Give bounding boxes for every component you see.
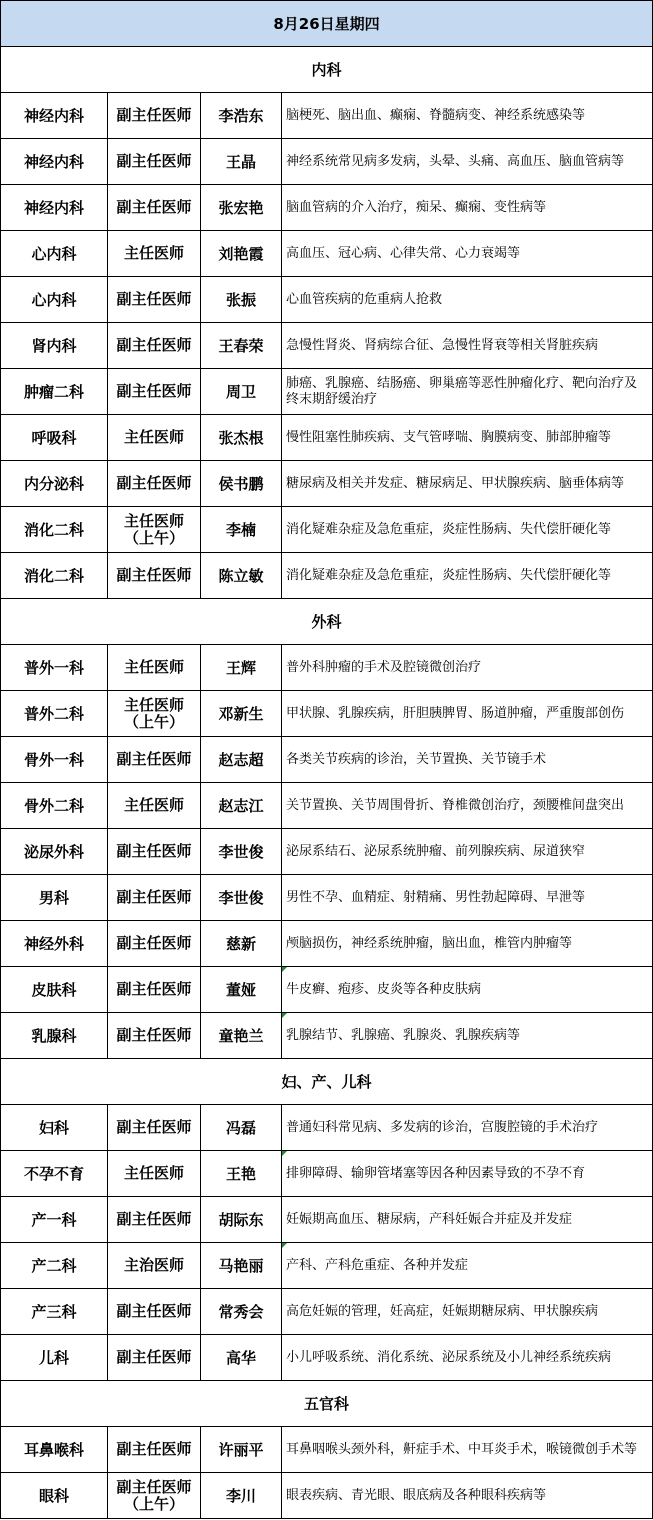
table-row	[1, 921, 653, 967]
specialty-text: 慢性阻塞性肺疾病、支气管哮喘、胸膜病变、肺部肿瘤等	[286, 429, 612, 445]
doctor-title-cell	[108, 691, 201, 737]
specialty-cell	[282, 691, 653, 737]
specialty-text: 关节置换、关节周围骨折、脊椎微创治疗，颈腰椎间盘突出	[286, 797, 625, 813]
doctor-title: 主任医师	[123, 1164, 184, 1182]
specialty-cell	[282, 737, 653, 783]
doctor-title-cell	[108, 1335, 201, 1381]
doctor-title: 副主任医师	[116, 980, 192, 998]
table-row	[1, 369, 653, 415]
table-row	[1, 875, 653, 921]
table-row	[1, 1243, 653, 1289]
doctor-title: 副主任医师	[116, 1210, 192, 1228]
department-cell: 眼科	[1, 1473, 108, 1519]
doctor-title-cell	[108, 1013, 201, 1059]
specialty-cell	[282, 139, 653, 185]
specialty-cell	[282, 875, 653, 921]
doctor-name-cell: 慈新	[201, 921, 282, 967]
doctor-title-cell	[108, 829, 201, 875]
department-cell: 乳腺科	[1, 1013, 108, 1059]
doctor-name-cell: 周卫	[201, 369, 282, 415]
specialty-text: 产科、产科危重症、各种并发症	[286, 1257, 469, 1273]
doctor-title: 副主任医师	[116, 566, 192, 584]
doctor-name-cell: 张杰根	[201, 415, 282, 461]
doctor-title: 副主任医师	[116, 1440, 192, 1458]
department-cell: 产三科	[1, 1289, 108, 1335]
doctor-title: 副主任医师	[116, 336, 192, 354]
specialty-cell	[282, 323, 653, 369]
doctor-name-cell: 陈立敏	[201, 553, 282, 599]
specialty-text: 排卵障碍、输卵管堵塞等因各种因素导致的不孕不育	[286, 1165, 586, 1181]
table-row	[1, 553, 653, 599]
specialty-cell	[282, 967, 653, 1013]
specialty-cell	[282, 553, 653, 599]
department-cell: 普外一科	[1, 645, 108, 691]
doctor-name-cell: 邓新生	[201, 691, 282, 737]
specialty-text: 糖尿病及相关并发症、糖尿病足、甲状腺疾病、脑垂体病等	[286, 475, 625, 491]
doctor-name-cell: 赵志超	[201, 737, 282, 783]
doctor-name-cell: 李川	[201, 1473, 282, 1519]
specialty-text: 男性不孕、血精症、射精痛、男性勃起障碍、早泄等	[286, 889, 586, 905]
department-cell: 神经内科	[1, 185, 108, 231]
specialty-cell	[282, 1197, 653, 1243]
doctor-name-cell: 张振	[201, 277, 282, 323]
doctor-title: 主治医师	[123, 1256, 184, 1274]
doctor-title-cell	[108, 231, 201, 277]
table-row	[1, 323, 653, 369]
specialty-cell	[282, 277, 653, 323]
table-row	[1, 231, 653, 277]
doctor-title: 主任医师	[123, 244, 184, 262]
doctor-title: 主任医师	[123, 695, 184, 714]
specialty-text: 高血压、冠心病、心律失常、心力衰竭等	[286, 245, 521, 261]
session-note: （上午）	[123, 528, 184, 547]
cell-comment-marker-icon	[282, 1151, 287, 1156]
doctor-title: 主任医师	[123, 658, 184, 676]
specialty-cell	[282, 783, 653, 829]
schedule-body	[1, 1, 653, 1519]
department-cell: 心内科	[1, 277, 108, 323]
doctor-title-cell	[108, 553, 201, 599]
section-title: 外科	[1, 599, 653, 645]
doctor-title: 副主任医师	[116, 750, 192, 768]
doctor-name-cell: 张宏艳	[201, 185, 282, 231]
specialty-text: 眼表疾病、青光眼、眼底病及各种眼科疾病等	[286, 1487, 547, 1503]
table-row	[1, 1013, 653, 1059]
specialty-cell	[282, 1473, 653, 1519]
doctor-name-cell: 王晶	[201, 139, 282, 185]
doctor-title: 副主任医师	[116, 290, 192, 308]
specialty-cell	[282, 1013, 653, 1059]
doctor-title: 副主任医师	[116, 1118, 192, 1136]
specialty-text: 小儿呼吸系统、消化系统、泌尿系统及小儿神经系统疾病	[286, 1349, 612, 1365]
specialty-cell	[282, 1289, 653, 1335]
doctor-title: 副主任医师	[116, 842, 192, 860]
doctor-title-cell	[108, 185, 201, 231]
doctor-title: 副主任医师	[116, 382, 192, 400]
doctor-name-cell: 冯磊	[201, 1105, 282, 1151]
specialty-text: 泌尿系结石、泌尿系统肿瘤、前列腺疾病、尿道狭窄	[286, 843, 586, 859]
table-row	[1, 185, 653, 231]
doctor-title: 副主任医师	[116, 934, 192, 952]
department-cell: 内分泌科	[1, 461, 108, 507]
specialty-cell	[282, 829, 653, 875]
doctor-name-cell: 李浩东	[201, 93, 282, 139]
section-title: 妇、产、儿科	[1, 1059, 653, 1105]
section-header-row	[1, 1059, 653, 1105]
specialty-text: 脑梗死、脑出血、癫痫、脊髓病变、神经系统感染等	[286, 107, 586, 123]
session-note: （上午）	[123, 712, 184, 731]
department-cell: 神经内科	[1, 93, 108, 139]
section-header-row	[1, 1381, 653, 1427]
specialty-text: 颅脑损伤，神经系统肿瘤，脑出血，椎管内肿瘤等	[286, 935, 573, 951]
specialty-cell	[282, 369, 653, 415]
doctor-title: 副主任医师	[116, 1477, 192, 1496]
doctor-title-cell	[108, 1197, 201, 1243]
department-cell: 肾内科	[1, 323, 108, 369]
doctor-title-cell	[108, 369, 201, 415]
specialty-text: 消化疑难杂症及急危重症，炎症性肠病、失代偿肝硬化等	[286, 567, 612, 583]
department-cell: 骨外二科	[1, 783, 108, 829]
specialty-cell	[282, 1335, 653, 1381]
doctor-title: 主任医师	[123, 428, 184, 446]
specialty-cell	[282, 93, 653, 139]
doctor-title-cell	[108, 967, 201, 1013]
table-row	[1, 461, 653, 507]
section-header-row	[1, 599, 653, 645]
table-row	[1, 507, 653, 553]
table-row	[1, 829, 653, 875]
specialty-text: 普通妇科常见病、多发病的诊治，宫腹腔镜的手术治疗	[286, 1119, 599, 1135]
doctor-title: 副主任医师	[116, 1026, 192, 1044]
doctor-title: 主任医师	[123, 511, 184, 530]
specialty-cell	[282, 415, 653, 461]
department-cell: 普外二科	[1, 691, 108, 737]
specialty-text: 耳鼻咽喉头颈外科，鼾症手术、中耳炎手术，喉镜微创手术等	[286, 1441, 638, 1457]
doctor-name-cell: 高华	[201, 1335, 282, 1381]
specialty-cell	[282, 645, 653, 691]
specialty-cell	[282, 1105, 653, 1151]
doctor-title: 副主任医师	[116, 152, 192, 170]
doctor-name-cell: 王春荣	[201, 323, 282, 369]
session-note: （上午）	[123, 1494, 184, 1513]
specialty-cell	[282, 921, 653, 967]
department-cell: 儿科	[1, 1335, 108, 1381]
doctor-title-cell	[108, 1473, 201, 1519]
section-title: 五官科	[1, 1381, 653, 1427]
table-row	[1, 1151, 653, 1197]
specialty-text: 甲状腺、乳腺疾病，肝胆胰脾胃、肠道肿瘤，严重腹部创伤	[286, 705, 625, 721]
doctor-title-cell	[108, 139, 201, 185]
doctor-name-cell: 童艳兰	[201, 1013, 282, 1059]
specialty-cell	[282, 185, 653, 231]
department-cell: 神经内科	[1, 139, 108, 185]
department-cell: 耳鼻喉科	[1, 1427, 108, 1473]
doctor-title: 副主任医师	[116, 1348, 192, 1366]
cell-comment-marker-icon	[282, 967, 287, 972]
table-row	[1, 783, 653, 829]
specialty-text: 神经系统常见病多发病，头晕、头痛、高血压、脑血管病等	[286, 153, 625, 169]
doctor-title-cell	[108, 645, 201, 691]
specialty-cell	[282, 1427, 653, 1473]
doctor-name-cell: 胡际东	[201, 1197, 282, 1243]
doctor-name-cell: 侯书鹏	[201, 461, 282, 507]
department-cell: 泌尿外科	[1, 829, 108, 875]
specialty-text: 肺癌、乳腺癌、结肠癌、卵巢癌等恶性肿瘤化疗、靶向治疗及终末期舒缓治疗	[286, 375, 638, 407]
doctor-title: 副主任医师	[116, 1302, 192, 1320]
table-row	[1, 1197, 653, 1243]
table-row	[1, 1427, 653, 1473]
department-cell: 消化二科	[1, 507, 108, 553]
department-cell: 神经外科	[1, 921, 108, 967]
doctor-title: 主任医师	[123, 796, 184, 814]
specialty-text: 牛皮癣、疱疹、皮炎等各种皮肤病	[286, 981, 482, 997]
specialty-text: 各类关节疾病的诊治，关节置换、关节镜手术	[286, 751, 547, 767]
specialty-text: 乳腺结节、乳腺癌、乳腺炎、乳腺疾病等	[286, 1027, 521, 1043]
department-cell: 妇科	[1, 1105, 108, 1151]
table-row	[1, 1289, 653, 1335]
doctor-title-cell	[108, 1243, 201, 1289]
doctor-name-cell: 董娅	[201, 967, 282, 1013]
doctor-name-cell: 李世俊	[201, 829, 282, 875]
department-cell: 不孕不育	[1, 1151, 108, 1197]
doctor-title-cell	[108, 1105, 201, 1151]
specialty-text: 急慢性肾炎、肾病综合征、急慢性肾衰等相关肾脏疾病	[286, 337, 599, 353]
doctor-name-cell: 赵志江	[201, 783, 282, 829]
table-row	[1, 967, 653, 1013]
specialty-cell	[282, 461, 653, 507]
specialty-text: 妊娠期高血压、糖尿病，产科妊娠合并症及并发症	[286, 1211, 573, 1227]
doctor-title: 副主任医师	[116, 106, 192, 124]
doctor-title: 副主任医师	[116, 198, 192, 216]
doctor-name-cell: 常秀会	[201, 1289, 282, 1335]
specialty-text: 心血管疾病的危重病人抢救	[286, 291, 443, 307]
table-row	[1, 415, 653, 461]
department-cell: 产二科	[1, 1243, 108, 1289]
specialty-text: 普外科肿瘤的手术及腔镜微创治疗	[286, 659, 482, 675]
cell-comment-marker-icon	[282, 1013, 287, 1018]
department-cell: 男科	[1, 875, 108, 921]
date-header-row	[1, 1, 653, 47]
doctor-title-cell	[108, 415, 201, 461]
doctor-name-cell: 李楠	[201, 507, 282, 553]
table-row	[1, 1105, 653, 1151]
doctor-name-cell: 许丽平	[201, 1427, 282, 1473]
doctor-title-cell	[108, 1289, 201, 1335]
specialty-cell	[282, 1151, 653, 1197]
doctor-title-cell	[108, 277, 201, 323]
department-cell: 呼吸科	[1, 415, 108, 461]
department-cell: 产一科	[1, 1197, 108, 1243]
specialty-text: 高危妊娠的管理，妊高症，妊娠期糖尿病、甲状腺疾病	[286, 1303, 599, 1319]
department-cell: 骨外一科	[1, 737, 108, 783]
doctor-title-cell	[108, 921, 201, 967]
table-row	[1, 93, 653, 139]
cell-comment-marker-icon	[282, 1243, 287, 1248]
section-header-row	[1, 47, 653, 93]
doctor-title-cell	[108, 93, 201, 139]
section-title: 内科	[1, 47, 653, 93]
department-cell: 肿瘤二科	[1, 369, 108, 415]
doctor-title-cell	[108, 461, 201, 507]
specialty-text: 消化疑难杂症及急危重症，炎症性肠病、失代偿肝硬化等	[286, 521, 612, 537]
doctor-name-cell: 李世俊	[201, 875, 282, 921]
table-row	[1, 139, 653, 185]
department-cell: 皮肤科	[1, 967, 108, 1013]
table-row	[1, 645, 653, 691]
doctor-name-cell: 王辉	[201, 645, 282, 691]
table-row	[1, 737, 653, 783]
doctor-name-cell: 刘艳霞	[201, 231, 282, 277]
table-row	[1, 1473, 653, 1519]
doctor-title-cell	[108, 507, 201, 553]
specialty-cell	[282, 507, 653, 553]
table-row	[1, 1335, 653, 1381]
doctor-title-cell	[108, 783, 201, 829]
doctor-title-cell	[108, 875, 201, 921]
department-cell: 心内科	[1, 231, 108, 277]
doctor-name-cell: 王艳	[201, 1151, 282, 1197]
specialty-text: 脑血管病的介入治疗，痴呆、癫痫、变性病等	[286, 199, 547, 215]
date-header: 8月26日星期四	[1, 1, 653, 47]
doctor-name-cell: 马艳丽	[201, 1243, 282, 1289]
doctor-title-cell	[108, 737, 201, 783]
specialty-cell	[282, 231, 653, 277]
table-row	[1, 277, 653, 323]
table-row	[1, 691, 653, 737]
specialty-cell	[282, 1243, 653, 1289]
department-cell: 消化二科	[1, 553, 108, 599]
doctor-title-cell	[108, 1151, 201, 1197]
doctor-title-cell	[108, 323, 201, 369]
doctor-title: 副主任医师	[116, 474, 192, 492]
doctor-title: 副主任医师	[116, 888, 192, 906]
doctor-title-cell	[108, 1427, 201, 1473]
